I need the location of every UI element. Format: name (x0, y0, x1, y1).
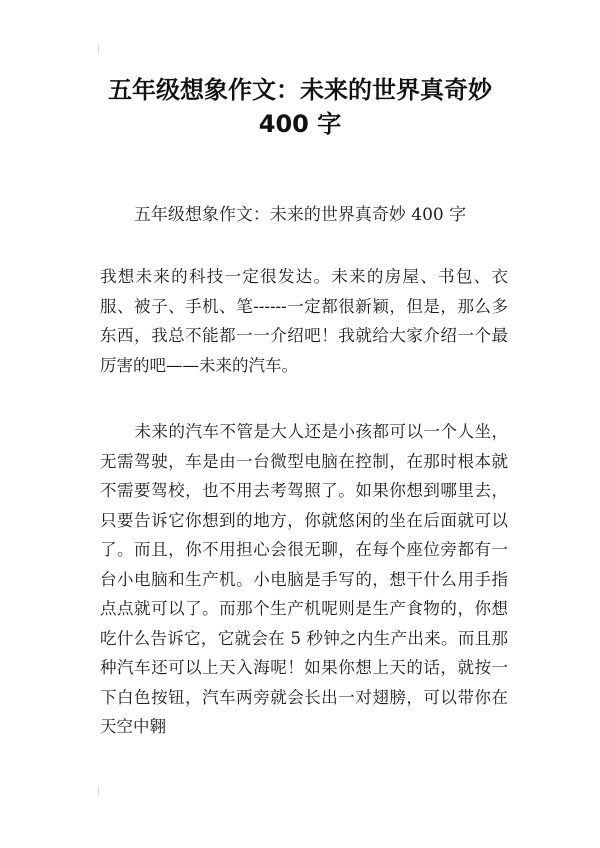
page-corner-mark-bottom (98, 786, 99, 796)
document-title-line-1: 五年级想象作文：未来的世界真奇妙 (108, 76, 492, 104)
page-corner-mark-top (98, 44, 99, 54)
document-subtitle: 五年级想象作文：未来的世界真奇妙 400 字 (133, 205, 467, 225)
paragraph-intro (100, 262, 508, 380)
paragraph-future-car-text: 未来的汽车不管是大人还是小孩都可以一个人坐，无需驾驶，车是由一台微型电脑在控制，在那时根本就不需要驾校，也不用去考驾照了。如果你想到哪里去，只要告诉它你想到的地方，你就悠闲的坐在后面就可以了。而且，你不用担心会很无聊，在每个座位旁都有一台小电脑和生产机。小电脑是手写的，想干什么用手指点点就可以了。而那个生产机呢则是生产食物的，你想吃什么告诉它，它就会在 5 秒钟之内生产出来。而且那种汽车还可以上天入海呢！如果你想上天的话，就按一下白色按钮，汽车两旁就会长出一对翅膀，可以带你在天空中翱 (100, 422, 508, 736)
paragraph-intro-text: 我想未来的科技一定很发达。未来的房屋、书包、衣服、被子、手机、笔------一定都很新颖，但是，那么多东西，我总不能都一一介绍吧！我就给大家介绍一个最厉害的吧——未来的汽车。 (100, 267, 508, 375)
document-title-line-2: 400 字 (258, 110, 342, 138)
paragraph-future-car (100, 417, 508, 742)
